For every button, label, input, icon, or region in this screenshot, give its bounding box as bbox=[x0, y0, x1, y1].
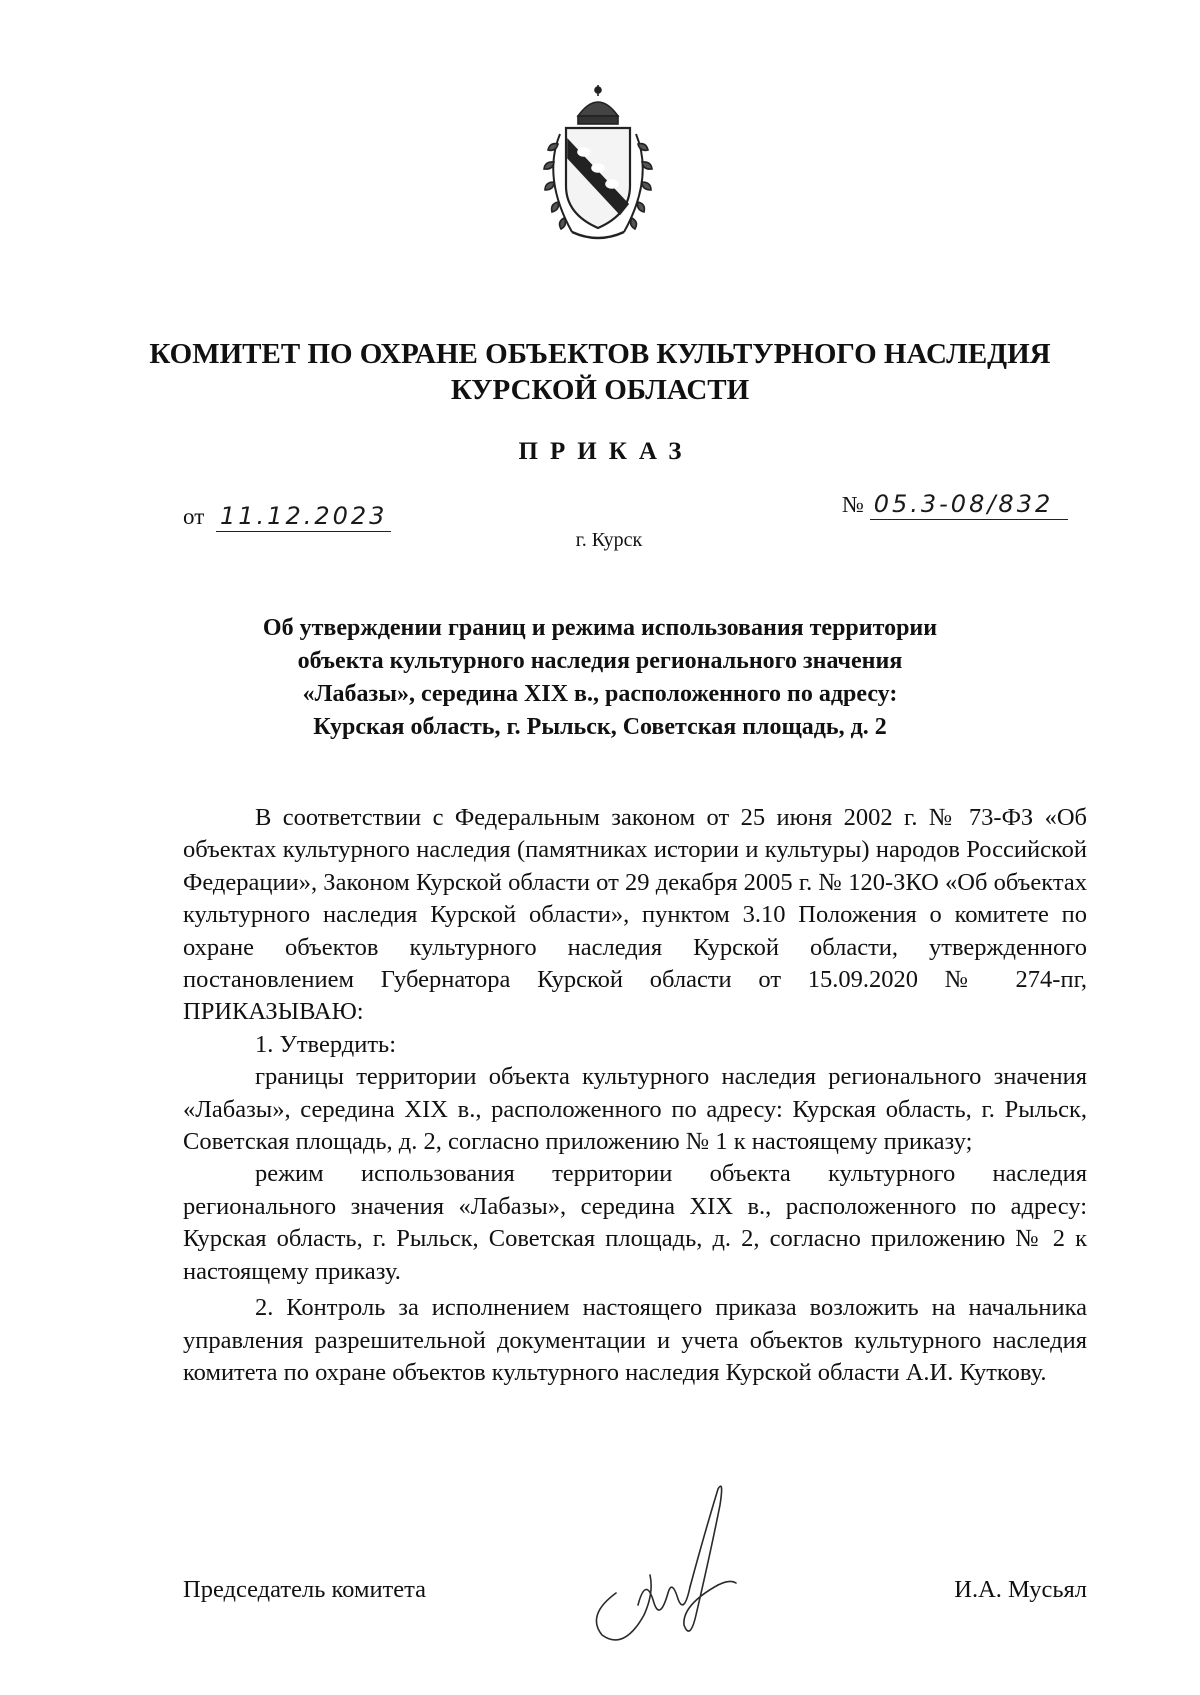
document-number: 05.3-08/832 bbox=[870, 490, 1068, 520]
document-subject bbox=[200, 612, 1000, 744]
body-paragraph-preamble: В соответствии с Федеральным законом от 25 июня 2002 г. № 73-ФЗ «Об объектах культурного наследия (памятниках истории и культуры) народов Российской Федерации», Законом Курской области от 29 декабря 2005 г. № 120-ЗКО «Об объектах культурного наследия Курской области», пунктом 3.10 Положения о комитете по охране объектов культурного наследия Курской области, утвержденного постановлением Губернатора Курской области от 15.09.2020 № 274-пг, ПРИКАЗЫВАЮ: bbox=[183, 804, 1087, 1026]
number-prefix: № bbox=[842, 492, 864, 517]
organization-name-line2: КУРСКОЙ ОБЛАСТИ bbox=[450, 374, 750, 406]
document-body bbox=[183, 802, 1087, 1389]
date-prefix: от bbox=[183, 504, 205, 529]
subject-line: Курская область, г. Рыльск, Советская площадь, д. 2 bbox=[313, 714, 887, 740]
handwritten-signature-icon bbox=[568, 1475, 768, 1655]
body-paragraph-item-1: 1. Утвердить: bbox=[255, 1030, 397, 1058]
document-type: ПРИКАЗ bbox=[518, 438, 694, 465]
number-row bbox=[842, 490, 1068, 520]
date-row bbox=[183, 502, 391, 532]
subject-line: «Лабазы», середина XIX в., расположенного по адресу: bbox=[302, 681, 898, 707]
subject-line: объекта культурного наследия регионального значения bbox=[297, 648, 903, 674]
document-date: 11.12.2023 bbox=[216, 502, 391, 532]
organization-name-line1: КОМИТЕТ ПО ОХРАНЕ ОБЪЕКТОВ КУЛЬТУРНОГО НАСЛЕДИЯ bbox=[149, 338, 1051, 370]
signatory-name: И.А. Мусьял bbox=[954, 1576, 1087, 1603]
body-paragraph-boundaries: границы территории объекта культурного наследия регионального значения «Лабазы», середина XIX в., расположенного по адресу: Курская область, г. Рыльск, Советская площадь, д. 2, согласно приложению № 1 к настоящему приказу; bbox=[183, 1063, 1087, 1156]
signatory-title: Председатель комитета bbox=[183, 1576, 427, 1603]
body-paragraph-item-2: 2. Контроль за исполнением настоящего приказа возложить на начальника управления разрешительной документации и учета объектов культурного наследия комитета по охране объектов культурного наследия Курской области А.И. Куткову. bbox=[183, 1294, 1087, 1386]
body-paragraph-regime: режим использования территории объекта культурного наследия регионального значения «Лабазы», середина XIX в., расположенного по адресу: Курская область, г. Рыльск, Советская площадь, д. 2, согласно приложению № 2 к настоящему приказу. bbox=[183, 1160, 1087, 1285]
kursk-coat-of-arms-icon bbox=[532, 82, 664, 244]
subject-line: Об утверждении границ и режима использования территории bbox=[262, 615, 938, 641]
document-city: г. Курск bbox=[575, 529, 643, 551]
